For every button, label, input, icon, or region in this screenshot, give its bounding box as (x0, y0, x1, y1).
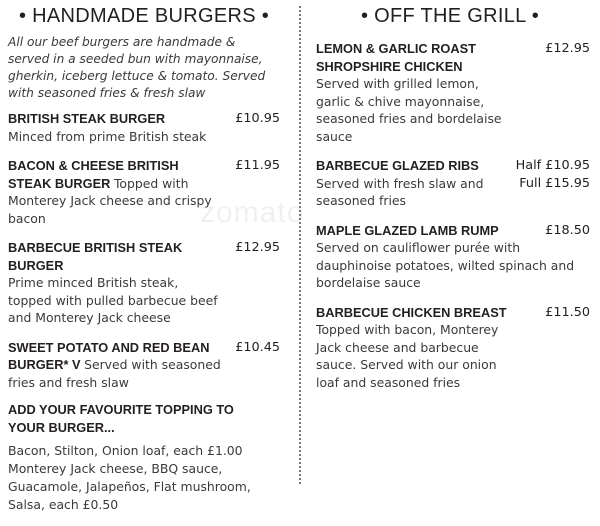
item-price: £11.95 (235, 158, 280, 173)
item-price: £10.95 (235, 111, 280, 126)
item-description: Topped with Monterey Jack cheese and crispy bacon (8, 175, 212, 226)
toppings-line: Bacon, Stilton, Onion loaf, each £1.00 (8, 443, 243, 458)
item-name: LEMON & GARLIC ROAST SHROPSHIRE CHICKEN (316, 41, 476, 74)
item-name: SWEET POTATO AND RED BEAN BURGER* V (8, 339, 210, 372)
watermark: zomato (200, 196, 305, 229)
menu-item (316, 157, 590, 210)
menu-item (8, 110, 280, 145)
section-title-grill: • OFF THE GRILL • (360, 5, 540, 27)
item-name: BARBECUE GLAZED RIBS (316, 158, 479, 173)
item-name: MAPLE GLAZED LAMB RUMP (316, 222, 499, 238)
item-description: Topped with bacon, Monterey Jack cheese and barbecue sauce. Served with our onion loaf and seasoned fries (316, 322, 499, 390)
item-description: Prime minced British steak, topped with pulled barbecue beef and Monterey Jack cheese (8, 275, 218, 325)
item-description: Minced from prime British steak (8, 128, 207, 144)
menu-item (316, 304, 590, 392)
section-title-burgers: • HANDMADE BURGERS • (18, 5, 270, 27)
item-description: Served with seasoned fries and fresh slaw (8, 357, 221, 390)
item-price-half: Half £10.95 (515, 158, 590, 173)
item-name: BARBECUE CHICKEN BREAST (316, 304, 507, 320)
off-the-grill-section (316, 0, 590, 403)
item-price: £12.95 (545, 41, 590, 56)
menu-item (316, 222, 590, 292)
column-divider (299, 6, 301, 484)
item-price: £11.50 (545, 304, 590, 320)
item-price: £12.95 (235, 240, 280, 255)
item-name: BARBECUE BRITISH STEAK BURGER (8, 240, 183, 273)
toppings-heading: ADD YOUR FAVOURITE TOPPING TO YOUR BURGER... (8, 402, 234, 435)
handmade-burgers-section (8, 0, 280, 526)
item-price: £18.50 (545, 222, 590, 238)
item-description: Served on cauliflower purée with dauphinoise potatoes, wilted spinach and bordelaise sauce (316, 240, 575, 290)
menu-item (8, 239, 280, 327)
item-name: BRITISH STEAK BURGER (8, 111, 166, 126)
item-description: Served with fresh slaw and seasoned fries (316, 175, 484, 208)
burgers-intro: All our beef burgers are handmade & served in a seeded bun with mayonnaise, gherkin, iceberg lettuce & tomato. Served with seasoned fries & fresh slaw (8, 35, 266, 100)
toppings-block (8, 401, 280, 514)
item-name: BACON & CHEESE BRITISH STEAK BURGER (8, 158, 179, 191)
item-price: £10.45 (235, 339, 280, 355)
item-description: Served with grilled lemon, garlic & chive mayonnaise, seasoned fries and bordelaise sauce (316, 76, 502, 144)
item-price-full: Full £15.95 (519, 175, 590, 191)
toppings-line: Monterey Jack cheese, BBQ sauce, Guacamole, Jalapeños, Flat mushroom, Salsa, each £0.50 (8, 461, 251, 512)
menu-item (316, 40, 590, 145)
menu-item (8, 157, 280, 227)
menu-item (8, 339, 280, 392)
